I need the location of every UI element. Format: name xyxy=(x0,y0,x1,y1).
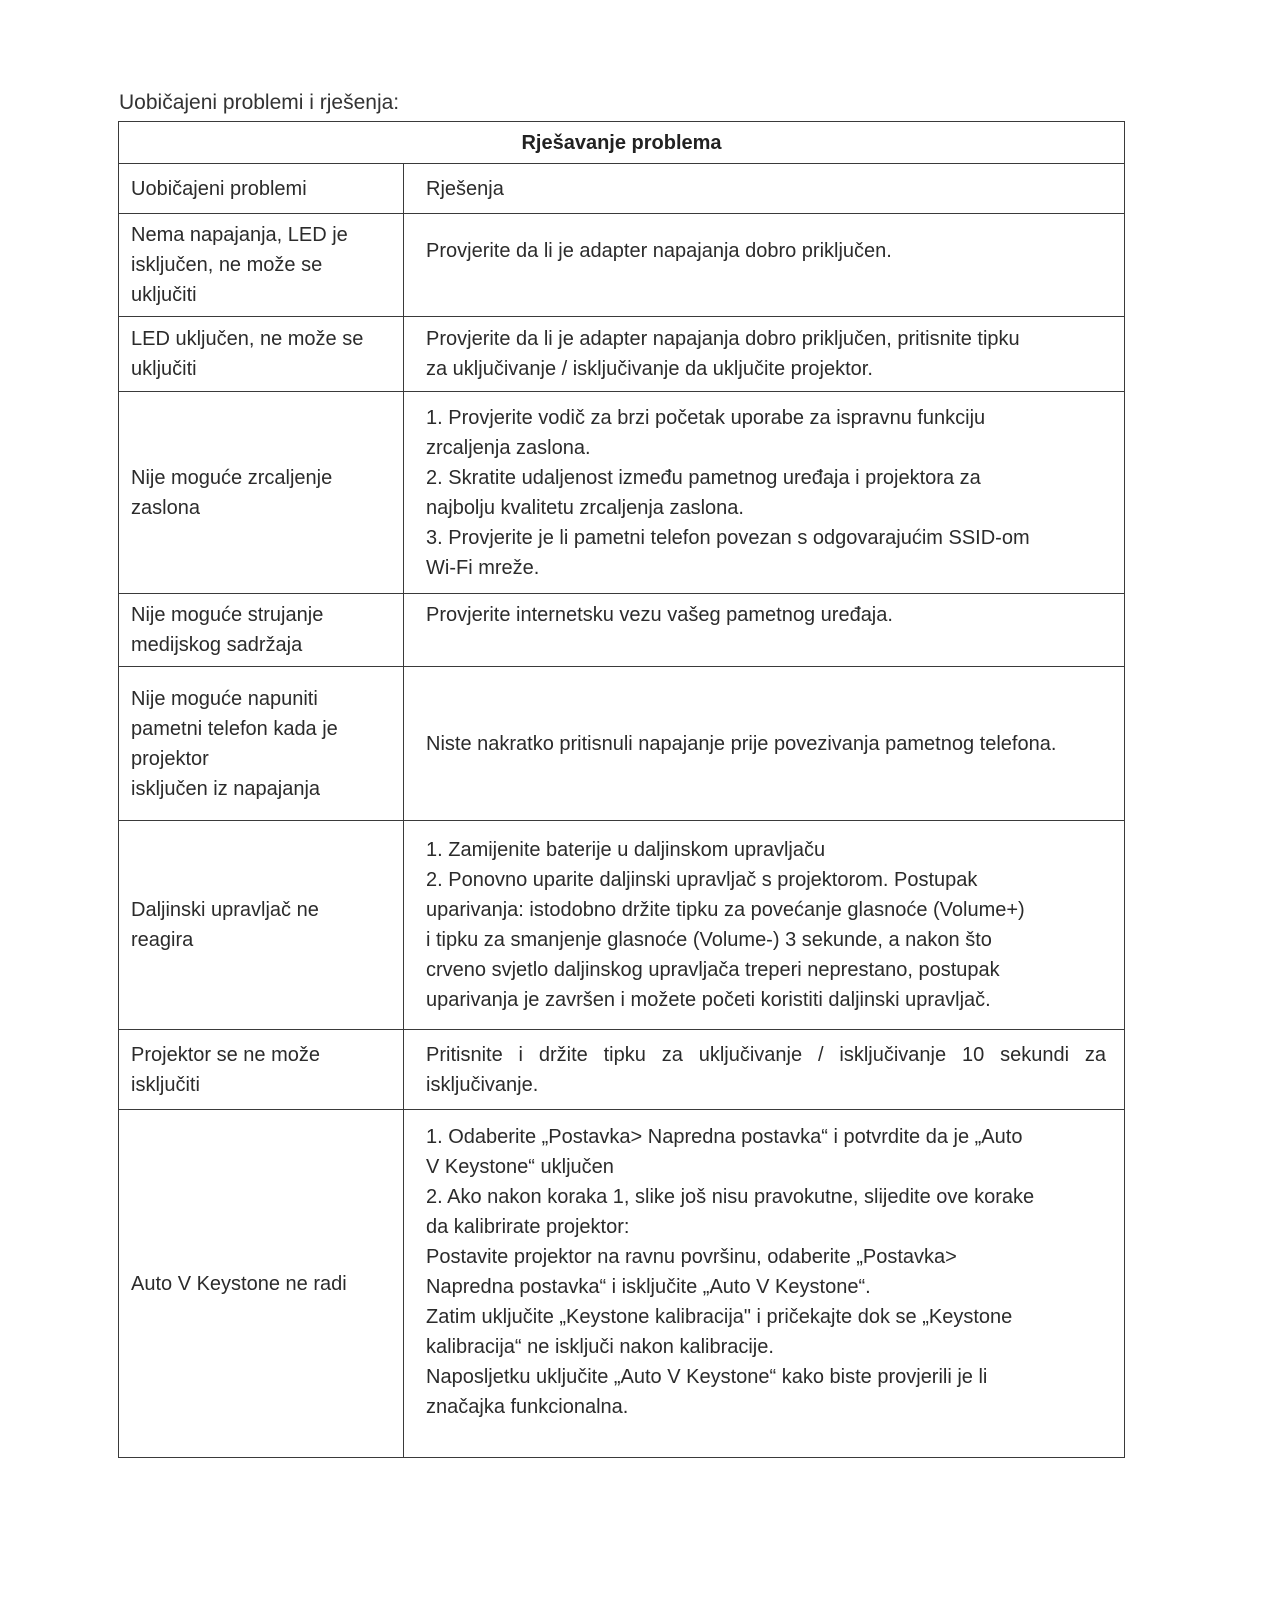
problem-line: Nema napajanja, LED je xyxy=(131,224,348,246)
table-title-row xyxy=(119,122,1125,164)
solution-line: 2. Ako nakon koraka 1, slike još nisu pravokutne, slijedite ove korake xyxy=(426,1186,1035,1208)
solution-line: zrcaljenja zaslona. xyxy=(426,436,591,459)
solution-line: uparivanja je završen i možete početi koristiti daljinski upravljač. xyxy=(426,989,991,1011)
table-row xyxy=(119,214,1125,317)
solution-line: V Keystone“ uključen xyxy=(426,1156,614,1178)
problem-cell xyxy=(119,667,404,821)
solution-line: 1. Provjerite vodič za brzi početak uporabe za ispravnu funkciju xyxy=(426,406,986,429)
solution-line: kalibracija“ ne isključi nakon kalibracije. xyxy=(426,1336,774,1358)
problem-line: uključiti xyxy=(131,284,197,306)
problem-line: isključen, ne može se xyxy=(131,254,323,276)
solution-line: i tipku za smanjenje glasnoće (Volume-) 3 sekunde, a nakon što xyxy=(426,929,992,951)
solution-line: 2. Skratite udaljenost između pametnog uređaja i projektora za xyxy=(426,466,981,489)
problem-cell xyxy=(119,392,404,594)
problem-line: Auto V Keystone ne radi xyxy=(131,1272,347,1295)
solution-cell xyxy=(404,1110,1125,1458)
problem-line: medijskog sadržaja xyxy=(131,634,303,656)
problem-line: Nije moguće strujanje xyxy=(131,604,324,626)
solution-cell: Niste nakratko pritisnuli napajanje prije povezivanja pametnog telefona. xyxy=(404,667,1125,821)
solution-line: da kalibrirate projektor: xyxy=(426,1216,630,1238)
table-row xyxy=(119,1110,1125,1458)
troubleshooting-table xyxy=(118,121,1125,1458)
header-problems: Uobičajeni problemi xyxy=(119,164,404,214)
problem-cell xyxy=(119,317,404,392)
table-title: Rješavanje problema xyxy=(119,122,1125,164)
solution-line: Napredna postavka“ i isključite „Auto V Keystone“. xyxy=(426,1276,871,1298)
problem-line: isključiti xyxy=(131,1073,200,1096)
intro-text: Uobičajeni problemi i rješenja: xyxy=(119,91,400,114)
solution-line: Provjerite da li je adapter napajanja dobro priključen. xyxy=(426,240,892,262)
problem-line: zaslona xyxy=(131,496,200,519)
table-row xyxy=(119,821,1125,1030)
table-row xyxy=(119,392,1125,594)
solution-line: značajka funkcionalna. xyxy=(426,1396,629,1418)
solution-cell: Pritisnite i držite tipku za uključivanje / isključivanje 10 sekundi za isključivanje. xyxy=(404,1030,1125,1110)
table-row xyxy=(119,594,1125,667)
solution-line: za uključivanje / isključivanje da uključite projektor. xyxy=(426,358,873,380)
solution-line: 1. Zamijenite baterije u daljinskom upravljaču xyxy=(426,839,826,861)
solution-line: najbolju kvalitetu zrcaljenja zaslona. xyxy=(426,496,744,519)
solution-line: crveno svjetlo daljinskog upravljača treperi neprestano, postupak xyxy=(426,959,1000,981)
problem-line: Nije moguće zrcaljenje xyxy=(131,466,333,489)
problem-line: Projektor se ne može xyxy=(131,1043,320,1066)
header-solutions: Rješenja xyxy=(404,164,1125,214)
problem-cell xyxy=(119,594,404,667)
problem-line: uključiti xyxy=(131,358,197,380)
solution-line: Zatim uključite „Keystone kalibracija" i pričekajte dok se „Keystone xyxy=(426,1306,1013,1328)
solution-line: Naposljetku uključite „Auto V Keystone“ kako biste provjerili je li xyxy=(426,1366,988,1388)
problem-cell xyxy=(119,821,404,1030)
problem-line: reagira xyxy=(131,929,194,951)
solution-cell xyxy=(404,317,1125,392)
table-row xyxy=(119,667,1125,821)
solution-line: 3. Provjerite je li pametni telefon povezan s odgovarajućim SSID-om xyxy=(426,526,1030,549)
table-header-row xyxy=(119,164,1125,214)
problem-cell xyxy=(119,214,404,317)
solution-line: Provjerite da li je adapter napajanja dobro priključen, pritisnite tipku xyxy=(426,328,1020,350)
problem-cell xyxy=(119,1110,404,1458)
problem-cell xyxy=(119,1030,404,1110)
problem-line: pametni telefon kada je xyxy=(131,717,338,740)
solution-line: Wi-Fi mreže. xyxy=(426,556,540,579)
solution-cell xyxy=(404,594,1125,667)
problem-line: Nije moguće napuniti xyxy=(131,687,318,710)
problem-line: LED uključen, ne može se xyxy=(131,328,364,350)
table-row xyxy=(119,317,1125,392)
solution-line: uparivanja: istodobno držite tipku za povećanje glasnoće (Volume+) xyxy=(426,899,1025,921)
solution-line: 1. Odaberite „Postavka> Napredna postavka“ i potvrdite da je „Auto xyxy=(426,1126,1023,1148)
solution-line: Postavite projektor na ravnu površinu, odaberite „Postavka> xyxy=(426,1246,957,1268)
problem-line: Daljinski upravljač ne xyxy=(131,899,319,921)
problem-line: projektor xyxy=(131,747,209,770)
problem-line: isključen iz napajanja xyxy=(131,777,321,800)
solution-line: Provjerite internetsku vezu vašeg pametnog uređaja. xyxy=(426,604,893,626)
solution-cell xyxy=(404,392,1125,594)
solution-cell xyxy=(404,214,1125,317)
solution-line: 2. Ponovno uparite daljinski upravljač s projektorom. Postupak xyxy=(426,869,978,891)
solution-cell xyxy=(404,821,1125,1030)
table-row xyxy=(119,1030,1125,1110)
